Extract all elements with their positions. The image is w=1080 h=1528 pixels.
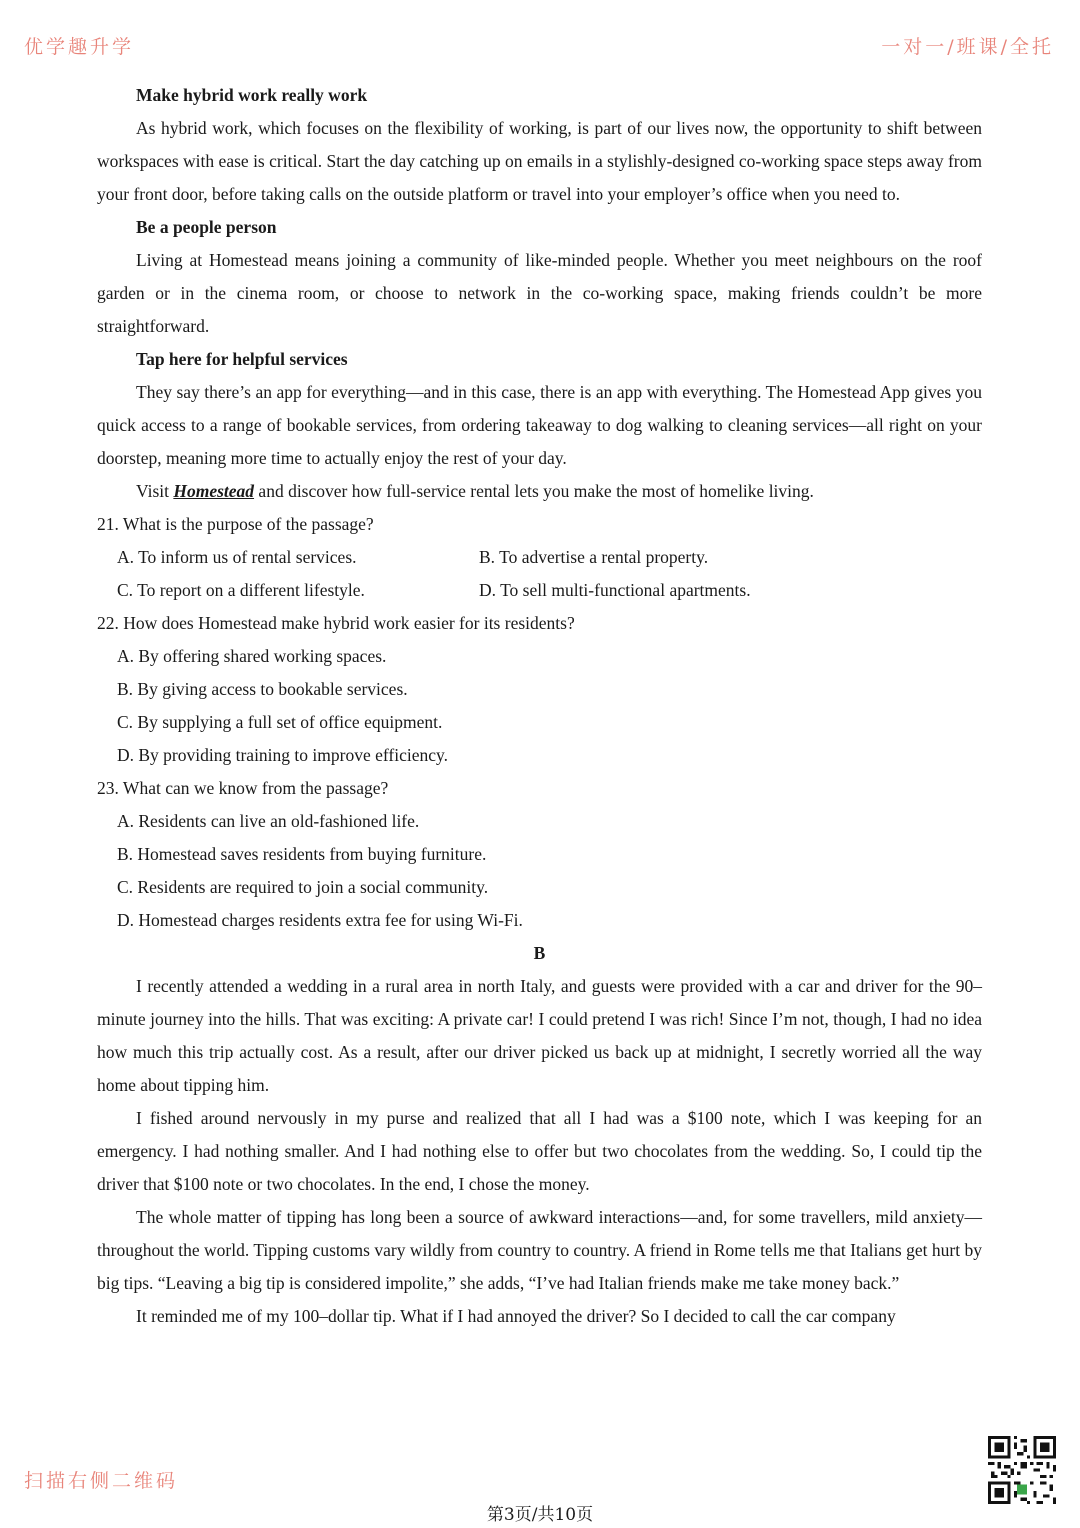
question-23-option-a: A. Residents can live an old-fashioned life. <box>117 811 420 831</box>
question-21-option-a: A. To inform us of rental services. <box>117 547 357 567</box>
section-b-paragraph-1: I recently attended a wedding in a rural area in north Italy, and guests were provided with a car and driver for the 90–minute journey into the hills. That was exciting: A private car! I could pretend I was rich! Since I’m not, though, I had no idea how much this trip actually cost. As a result, after our driver picked us back up at midnight, I secretly worried all the way home about tipping him. <box>97 976 982 1095</box>
section-b-paragraph-4: It reminded me of my 100–dollar tip. What if I had annoyed the driver? So I decided to call the car company <box>136 1306 896 1326</box>
question-21-option-d: D. To sell multi-functional apartments. <box>479 580 751 600</box>
section-b-paragraph-2: I fished around nervously in my purse and realized that all I had was a $100 note, which I was keeping for an emergency. I had nothing smaller. And I had nothing else to offer but two chocolates from the wedding. So, I could tip the driver that $100 note or two chocolates. In the end, I chose the money. <box>97 1108 982 1194</box>
heading-people-person: Be a people person <box>136 217 277 237</box>
question-22-option-d: D. By providing training to improve efficiency. <box>117 745 448 765</box>
question-21-option-b: B. To advertise a rental property. <box>479 547 709 567</box>
section-b-label: B <box>533 943 546 963</box>
question-23-option-c: C. Residents are required to join a social community. <box>117 877 489 897</box>
question-22-stem: 22. How does Homestead make hybrid work easier for its residents? <box>97 613 575 633</box>
question-21-options-row-2 <box>97 574 982 607</box>
watermark-bottom-left: 扫描右侧二维码 <box>24 1470 179 1492</box>
homestead-link[interactable]: Homestead <box>173 481 255 501</box>
document-body <box>97 79 982 1333</box>
question-23-stem: 23. What can we know from the passage? <box>97 778 389 798</box>
paragraph-people-person: Living at Homestead means joining a community of like-minded people. Whether you meet neighbours on the roof garden or in the cinema room, or choose to network in the co-working space, making friends couldn’t be more straightforward. <box>97 250 982 336</box>
question-21-options-row-1 <box>97 541 982 574</box>
section-b-paragraph-3: The whole matter of tipping has long been a source of awkward interactions—and, for some travellers, mild anxiety—throughout the world. Tipping customs vary wildly from country to country. A friend in Rome tells me that Italians get hurt by big tips. “Leaving a big tip is considered impolite,” she adds, “I’ve had Italian friends make me take money back.” <box>97 1207 982 1293</box>
question-22-option-b: B. By giving access to bookable services. <box>117 679 408 699</box>
watermark-top-left: 优学趣升学 <box>24 36 135 58</box>
question-23-option-b: B. Homestead saves residents from buying furniture. <box>117 844 487 864</box>
question-21-option-c: C. To report on a different lifestyle. <box>117 580 365 600</box>
qr-code-icon[interactable] <box>988 1436 1056 1504</box>
question-22-option-c: C. By supplying a full set of office equipment. <box>117 712 443 732</box>
visit-pre: Visit <box>136 481 169 501</box>
visit-post: and discover how full-service rental lets you make the most of homelike living. <box>258 481 814 501</box>
question-21-stem: 21. What is the purpose of the passage? <box>97 514 374 534</box>
paragraph-hybrid-work: As hybrid work, which focuses on the flexibility of working, is part of our lives now, the opportunity to shift between workspaces with ease is critical. Start the day catching up on emails in a stylishly-designed co-working space steps away from your front door, before taking calls on the outside platform or travel into your employer’s office when you need to. <box>97 118 982 204</box>
watermark-top-right: 一对一/班课/全托 <box>881 36 1054 58</box>
paragraph-visit <box>97 475 982 508</box>
question-23-option-d: D. Homestead charges residents extra fee for using Wi-Fi. <box>117 910 523 930</box>
heading-hybrid-work: Make hybrid work really work <box>136 85 368 105</box>
question-22-option-a: A. By offering shared working spaces. <box>117 646 387 666</box>
paragraph-helpful-services: They say there’s an app for everything—and in this case, there is an app with everything. The Homestead App gives you quick access to a range of bookable services, from ordering takeaway to dog walking to cleaning services—all right on your doorstep, meaning more time to actually enjoy the rest of your day. <box>97 382 982 468</box>
heading-helpful-services: Tap here for helpful services <box>136 349 348 369</box>
page-number: 第3页/共10页 <box>486 1505 594 1525</box>
